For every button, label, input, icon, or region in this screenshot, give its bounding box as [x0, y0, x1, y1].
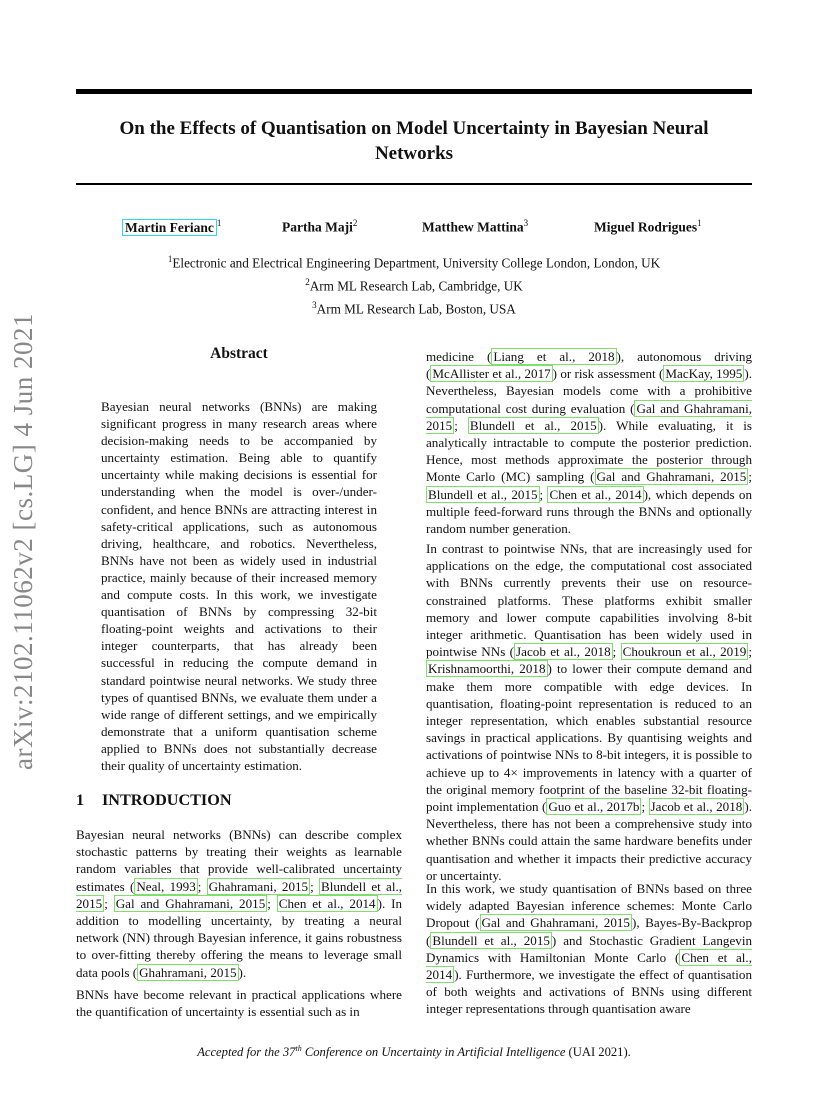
footer-post: Conference on Uncertainty in Artificial Intelligence [301, 1045, 566, 1060]
author-2-sup: 2 [352, 218, 358, 228]
affiliation-1 [76, 250, 752, 273]
text-run: ; [197, 878, 207, 894]
citation-link[interactable]: Blundell et al., 2015 [432, 932, 550, 948]
paragraph-text: BNNs have become relevant in practical applications where the quantification of uncertainty is essential such as in [76, 987, 402, 1020]
citation-link[interactable]: MacKay, 1995 [665, 366, 743, 382]
citation-link[interactable]: Blundell et al., 2015 [428, 486, 538, 502]
intro-paragraph-2 [76, 986, 402, 1020]
paper-title [76, 116, 752, 166]
text-run: ; [454, 417, 468, 433]
citation-link[interactable]: Jacob et al., 2018 [650, 799, 743, 815]
text-run: ), autonomous driving ( [426, 349, 753, 382]
affiliations [76, 250, 752, 319]
affiliation-2-text: Arm ML Research Lab, Cambridge, UK [309, 278, 523, 294]
text-run: ), Bayes-By-Backprop ( [426, 915, 752, 948]
text-run: ; [267, 895, 277, 911]
title-top-rule [76, 89, 752, 94]
citation-link[interactable]: Krishnamoorthi, 2018 [428, 661, 546, 677]
affiliation-1-sup: 1 [167, 254, 173, 264]
text-run: ; [612, 644, 621, 660]
author-1[interactable] [122, 218, 221, 236]
abstract-text: Bayesian neural networks (BNNs) are making significant progress in many research areas where decision-making needs to be accompanied by uncertainty estimation. Being able to quantify uncertainty while making decisions is essential for understanding when the model is over-/under-confident, and hence BNNs are attracting interest in safety-critical applications, such as autonomous driving, healthcare, and robotics. Nevertheless, BNNs have not been as widely used in industrial practice, mainly because of their increased memory and compute costs. In this work, we investigate quantisation of BNNs by compressing 32-bit floating-point weights and activations to their integer counterparts, that has already been successful in reducing the compute demand in standard pointwise neural networks. We study three types of quantised BNNs, we evaluate them under a wide range of different settings, and we empirically demonstrate that a uniform quantisation scheme applied to BNNs does not substantially decrease their quality of uncertainty estimation. [101, 399, 377, 773]
right-paragraph-2 [426, 540, 752, 884]
affiliation-2 [76, 273, 752, 296]
text-run: ; [641, 799, 649, 815]
author-4 [594, 218, 702, 236]
citation-link[interactable]: Gal and Ghahramani, 2015 [426, 400, 752, 433]
text-run: ) to lower their compute demand and make them more compatible with edge devices. In quantisation, floating-point representation is reduced to an integer representation, which enables substantial resource savings in practical applications. By quantising weights and activations of pointwise NNs to 8-bit integers, it is possible to achieve up to 4× improvements in latency with a quarter of the original memory footprint of the baseline 32-bit floating-point implementation ( [426, 661, 752, 815]
text-run: ; [748, 469, 752, 485]
abstract-heading: Abstract [210, 345, 268, 362]
text-run: ). While evaluating, it is analytically intractable to compute the posterior prediction. Hence, most methods approximate the posterior through Monte Carlo (MC) sampling ( [426, 417, 752, 485]
text-run: ). [238, 964, 247, 980]
author-2-name: Partha Maji [282, 219, 353, 235]
footer-note [0, 1044, 828, 1060]
author-1-sup: 1 [216, 218, 222, 228]
section-number: 1 [76, 791, 85, 809]
citation-link[interactable]: Gal and Ghahramani, 2015 [115, 895, 266, 911]
citation-link[interactable]: Liang et al., 2018 [493, 349, 615, 364]
footer-pre: Accepted for the 37 [197, 1045, 296, 1060]
citation-link[interactable]: Choukroun et al., 2019 [622, 644, 747, 660]
citation-link[interactable]: McAllister et al., 2017 [432, 366, 551, 382]
author-4-sup: 1 [697, 218, 702, 228]
text-run: ). Nevertheless, there has not been a comprehensive study into whether BNNs could attain the same hardware benefits under quantisation and whether it impacts their predictive accuracy or uncertainty. [426, 799, 752, 883]
title-line-2: Networks [374, 143, 454, 164]
citation-link[interactable]: Blundell et al., 2015 [76, 878, 403, 911]
affiliation-2-sup: 2 [305, 276, 310, 287]
citation-link[interactable]: Ghahramani, 2015 [139, 964, 237, 980]
affiliation-3-text: Arm ML Research Lab, Boston, USA [316, 301, 516, 317]
text-run: ), which depends on multiple feed-forward runs through the BNNs and optionally random number generation. [426, 486, 753, 537]
section-title: INTRODUCTION [102, 791, 232, 809]
text-run: ; [310, 878, 319, 894]
title-line-1: On the Effects of Quantisation on Model Uncertainty in Bayesian Neural [119, 118, 709, 139]
footer-sup: th [295, 1044, 302, 1053]
citation-link[interactable]: Blundell et al., 2015 [469, 417, 597, 433]
author-3-sup: 3 [523, 218, 529, 228]
text-run: ) and Stochastic Gradient Langevin Dynamics with Hamiltonian Monte Carlo ( [426, 932, 752, 965]
arxiv-identifier[interactable]: arXiv:2102.11062v2 [cs.LG] 4 Jun 2021 [8, 313, 38, 770]
citation-link[interactable]: Ghahramani, 2015 [208, 878, 309, 894]
text-run: In contrast to pointwise NNs, that are increasingly used for applications on the edge, the computational cost associated with BNNs currently prevents their use on resource-constrained platforms. These platforms exhibit smaller memory and lower compute capabilities involving 8-bit integer arithmetic. Quantisation has been widely used in pointwise NNs ( [426, 541, 752, 660]
citation-link[interactable]: Jacob et al., 2018 [516, 644, 611, 660]
title-bottom-rule [76, 183, 752, 185]
citation-link[interactable]: Chen et al., 2014 [549, 486, 642, 502]
text-run: ; [104, 895, 114, 911]
citation-link[interactable]: Gal and Ghahramani, 2015 [596, 469, 747, 485]
text-run: ). Furthermore, we investigate the effect of quantisation of both weights and activations of BNNs using different integer representations through quantisation aware [426, 967, 752, 1017]
citation-link[interactable]: Gal and Ghahramani, 2015 [481, 915, 630, 931]
text-run: ) or risk assessment ( [552, 366, 664, 382]
right-paragraph-3 [426, 880, 752, 1018]
citation-link[interactable]: Guo et al., 2017b [548, 799, 640, 815]
affiliation-3 [76, 296, 752, 319]
intro-paragraph-1 [76, 826, 402, 981]
citation-link[interactable]: Chen et al., 2014 [278, 895, 376, 911]
text-run: In this work, we study quantisation of BNNs based on three widely adapted Bayesian inference schemes: Monte Carlo Dropout ( [426, 881, 752, 931]
affiliation-1-text: Electronic and Electrical Engineering Department, University College London, London, UK [172, 255, 661, 271]
text-run: ; [748, 644, 752, 660]
author-list [0, 218, 828, 240]
citation-link[interactable]: Chen et al., 2014 [426, 949, 752, 983]
right-paragraph-1 [426, 348, 752, 537]
author-4-name: Miguel Rodrigues [594, 219, 698, 235]
author-3 [422, 218, 528, 236]
affiliation-3-sup: 3 [312, 299, 317, 310]
text-run: ). In addition to modelling uncertainty, by treating a neural network (NN) through Bayesian inference, it gains robustness to over-fitting thereby offering the means to leverage small data pools ( [76, 895, 402, 980]
author-3-name: Matthew Mattina [422, 219, 524, 235]
footer-tail: (UAI 2021). [565, 1045, 631, 1060]
section-heading-introduction [76, 791, 232, 810]
text-run: medicine ( [426, 349, 492, 364]
text-run: ). Nevertheless, Bayesian models come with a prohibitive computational cost during evaluation ( [426, 366, 752, 416]
text-run: ; [539, 486, 548, 502]
footer-venue [197, 1045, 565, 1059]
author-1-name[interactable]: Martin Ferianc [122, 219, 217, 236]
author-2 [282, 218, 357, 236]
text-run: Bayesian neural networks (BNNs) can describe complex stochastic patterns by treating their weights as learnable random variables that provide well-calibrated uncertainty estimates ( [76, 827, 402, 894]
citation-link[interactable]: Neal, 1993 [136, 878, 196, 894]
